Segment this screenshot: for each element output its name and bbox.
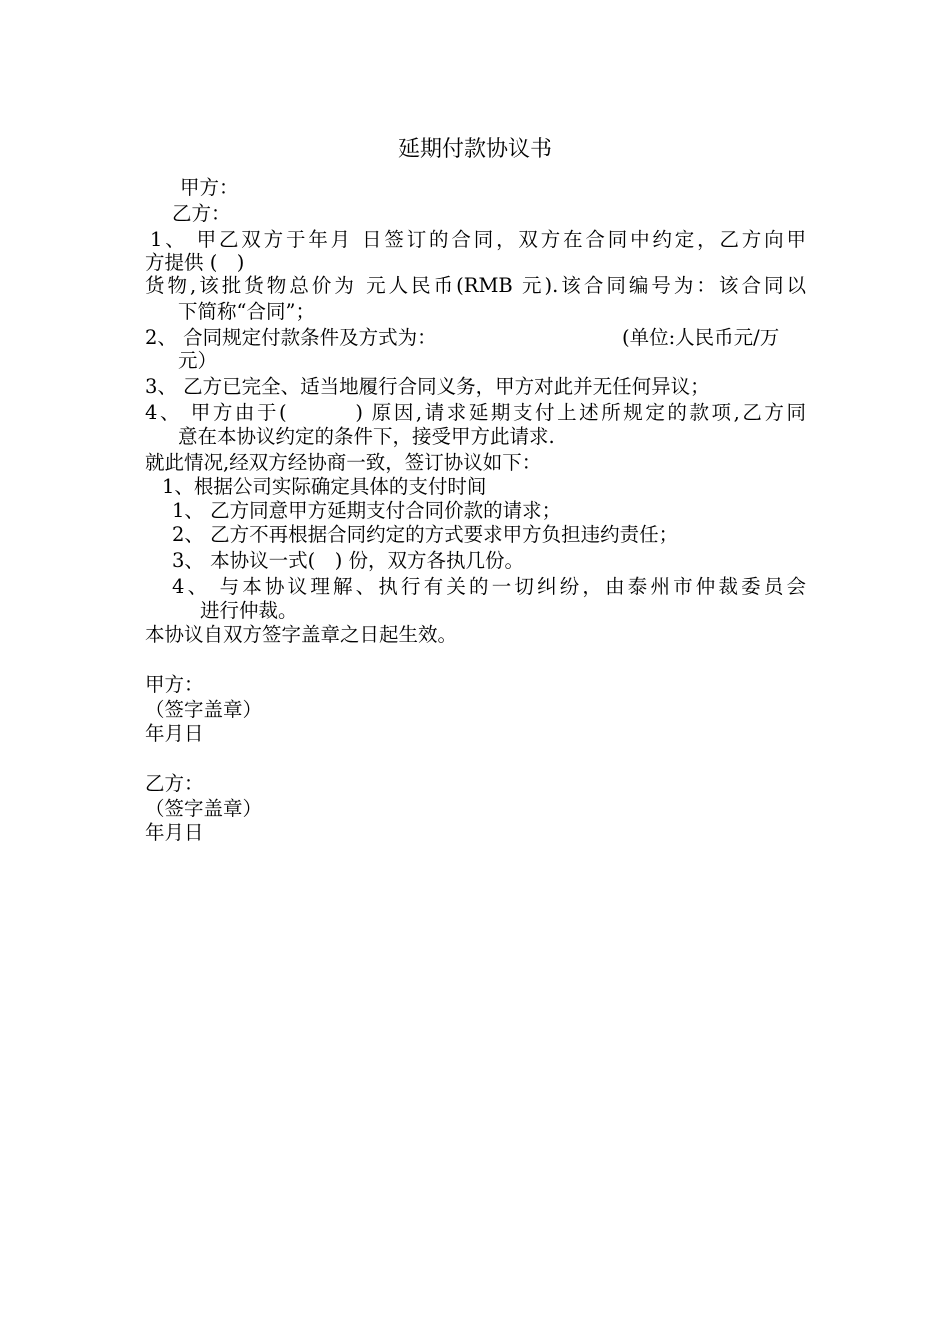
sub-item-1: 1、 乙方同意甲方延期支付合同价款的请求； — [172, 499, 562, 522]
clause-1-line-2: 方提供 ( ) — [145, 251, 245, 274]
sub-item-2: 2、 乙方不再根据合同约定的方式要求甲方负担违约责任； — [172, 523, 679, 546]
signature-b-label: 乙方： — [145, 772, 204, 795]
clause-2-line-1-left: 2、 合同规定付款条件及方式为： — [145, 326, 437, 349]
clause-4-line-1: 4、 甲方由于( ) 原因,请求延期支付上述所规定的款项,乙方同 — [145, 401, 806, 424]
signature-a-label: 甲方： — [145, 673, 204, 696]
clause-1-line-1: 1、 甲乙双方于年月 日签订的合同，双方在合同中约定，乙方向甲 — [150, 228, 806, 251]
clause-2-line-2: 元） — [178, 349, 218, 372]
clause-3: 3、 乙方已完全、适当地履行合同义务，甲方对此并无任何异议； — [145, 375, 710, 398]
effective-statement: 本协议自双方签字盖章之日起生效。 — [145, 623, 458, 646]
agreement-intro: 就此情况,经双方经协商一致，签订协议如下： — [145, 451, 542, 474]
document-title: 延期付款协议书 — [397, 137, 552, 162]
sub-heading: 1、根据公司实际确定具体的支付时间 — [162, 475, 487, 498]
sub-item-4-line-2: 进行仲裁。 — [200, 599, 298, 622]
clause-1-line-3: 货物,该批货物总价为 元人民币(RMB 元).该合同编号为：该合同以 — [145, 274, 806, 297]
signature-a-seal: （签字盖章） — [145, 698, 263, 721]
signature-b-seal: （签字盖章） — [145, 797, 263, 820]
clause-4-line-2: 意在本协议约定的条件下，接受甲方此请求. — [178, 425, 555, 448]
sub-item-3: 3、 本协议一式( ) 份，双方各执几份。 — [172, 549, 525, 572]
party-b-label: 乙方： — [172, 202, 231, 225]
sub-item-4-line-1: 4、 与本协议理解、执行有关的一切纠纷，由泰州市仲裁委员会 — [172, 575, 806, 598]
clause-1-line-4: 下简称“合同”； — [178, 300, 315, 323]
clause-2-line-1-right: (单位:人民币元/万 — [622, 326, 780, 349]
party-a-label: 甲方： — [180, 176, 239, 199]
signature-a-date: 年月日 — [145, 722, 204, 745]
signature-b-date: 年月日 — [145, 821, 204, 844]
